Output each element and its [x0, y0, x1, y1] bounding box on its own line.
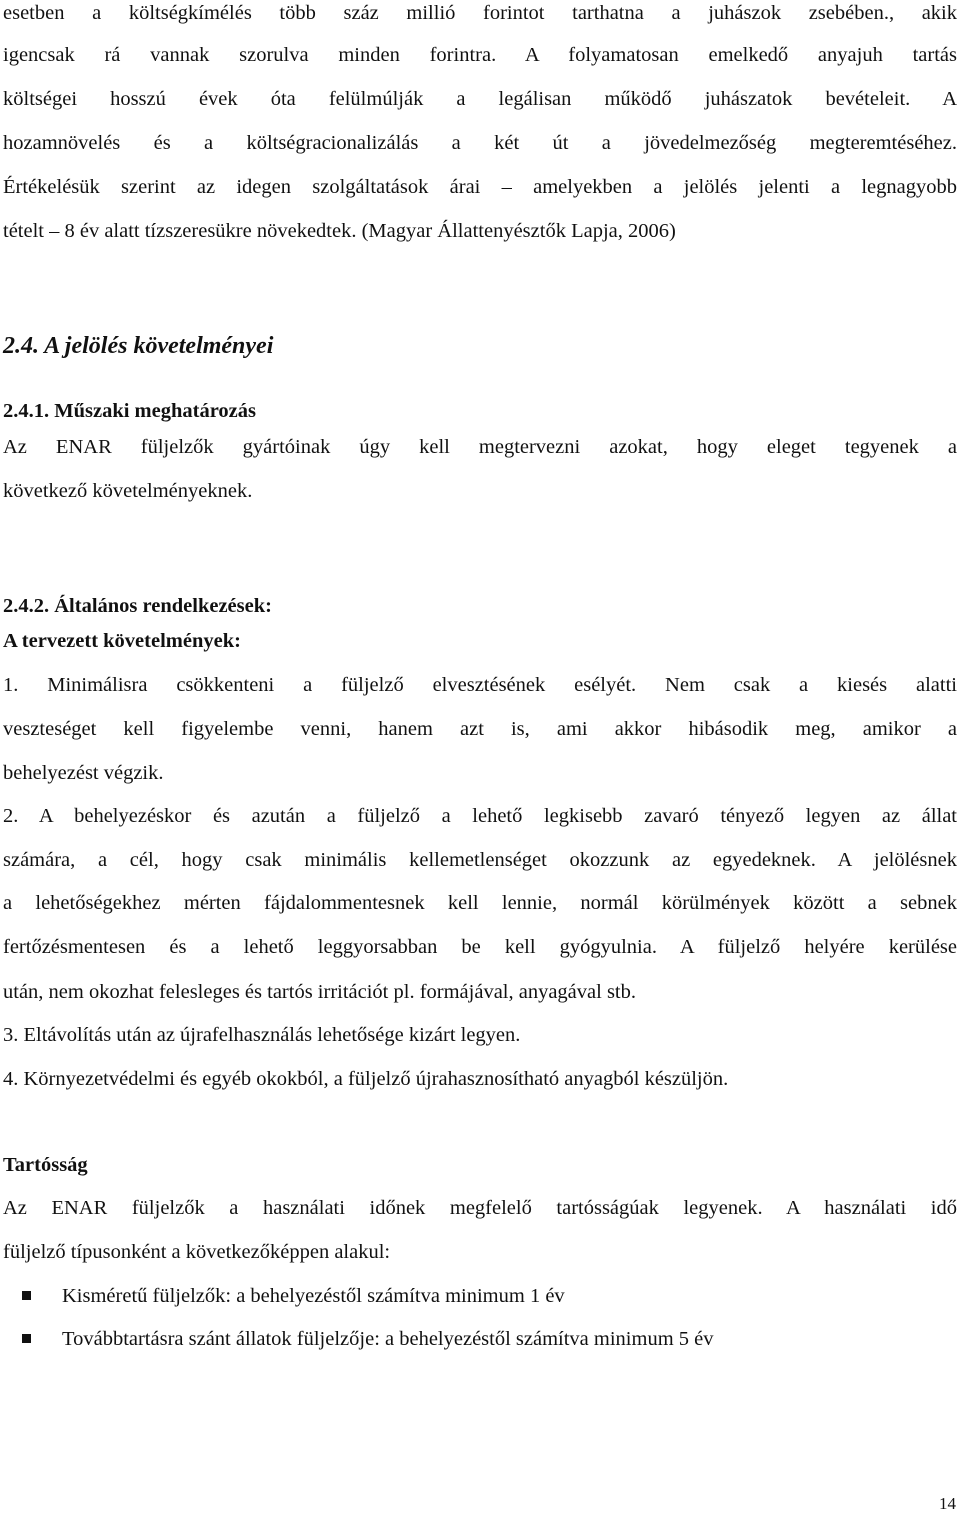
body-line: a lehetőségekhez mérten fájdalommentesnek kell lennie, normál körülmények között a sebnek	[3, 892, 957, 914]
section-heading: 2.4. A jelölés követelményei	[3, 333, 274, 359]
body-line: 1. Minimálisra csökkenteni a füljelző elvesztésének esélyét. Nem csak a kiesés alatti	[3, 674, 957, 696]
durability-heading: Tartósság	[3, 1154, 88, 1176]
list-item-text: Kisméretű füljelzők: a behelyezéstől számítva minimum 1 év	[62, 1285, 565, 1307]
square-bullet-icon	[22, 1291, 31, 1300]
intro-line: hozamnövelés és a költségracionalizálás a két út a jövedelmezőség megteremtéséhez.	[3, 132, 957, 154]
body-line: számára, a cél, hogy csak minimális kellemetlenséget okozzunk az egyedeknek. A jelölésnek	[3, 849, 957, 871]
body-line: Az ENAR füljelzők gyártóinak úgy kell megtervezni azokat, hogy eleget tegyenek a	[3, 436, 957, 458]
body-line: 4. Környezetvédelmi és egyéb okokból, a füljelző újrahasznosítható anyagból készüljön.	[3, 1068, 729, 1090]
list-item-text: Továbbtartásra szánt állatok füljelzője: a behelyezéstől számítva minimum 5 év	[62, 1328, 714, 1350]
body-line: veszteséget kell figyelembe venni, hanem azt is, ami akkor hibásodik meg, amikor a	[3, 718, 957, 740]
body-line: Az ENAR füljelzők a használati időnek megfelelő tartósságúak legyenek. A használati idő	[3, 1197, 957, 1219]
subsection-subheading: A tervezett követelmények:	[3, 630, 241, 652]
body-line: füljelző típusonként a következőképpen alakul:	[3, 1241, 391, 1263]
body-line: következő követelményeknek.	[3, 480, 253, 502]
intro-line: esetben a költségkímélés több száz millió forintot tarthatna a juhászok zsebében., akik	[3, 2, 957, 24]
subsection-heading: 2.4.1. Műszaki meghatározás	[3, 400, 257, 422]
body-line: után, nem okozhat felesleges és tartós irritációt pl. formájával, anyagával stb.	[3, 981, 636, 1003]
body-line: behelyezést végzik.	[3, 762, 164, 784]
page-number: 14	[939, 1494, 956, 1513]
intro-line: tételt – 8 év alatt tízszeresükre növekedtek. (Magyar Állattenyésztők Lapja, 2006)	[3, 220, 676, 242]
body-line: fertőzésmentesen és a lehető leggyorsabban be kell gyógyulnia. A füljelző helyére kerülése	[3, 936, 957, 958]
body-line: 3. Eltávolítás után az újrafelhasználás lehetősége kizárt legyen.	[3, 1024, 521, 1046]
intro-line: Értékelésük szerint az idegen szolgáltatások árai – amelyekben a jelölés jelenti a legnagyobb	[3, 176, 957, 198]
intro-line: igencsak rá vannak szorulva minden forintra. A folyamatosan emelkedő anyajuh tartás	[3, 44, 957, 66]
intro-line: költségei hosszú évek óta felülmúlják a legálisan működő juhászatok bevételeit. A	[3, 88, 957, 110]
subsection-heading: 2.4.2. Általános rendelkezések:	[3, 595, 272, 617]
body-line: 2. A behelyezéskor és azután a füljelző a lehető legkisebb zavaró tényező legyen az állat	[3, 805, 957, 827]
square-bullet-icon	[22, 1334, 31, 1343]
